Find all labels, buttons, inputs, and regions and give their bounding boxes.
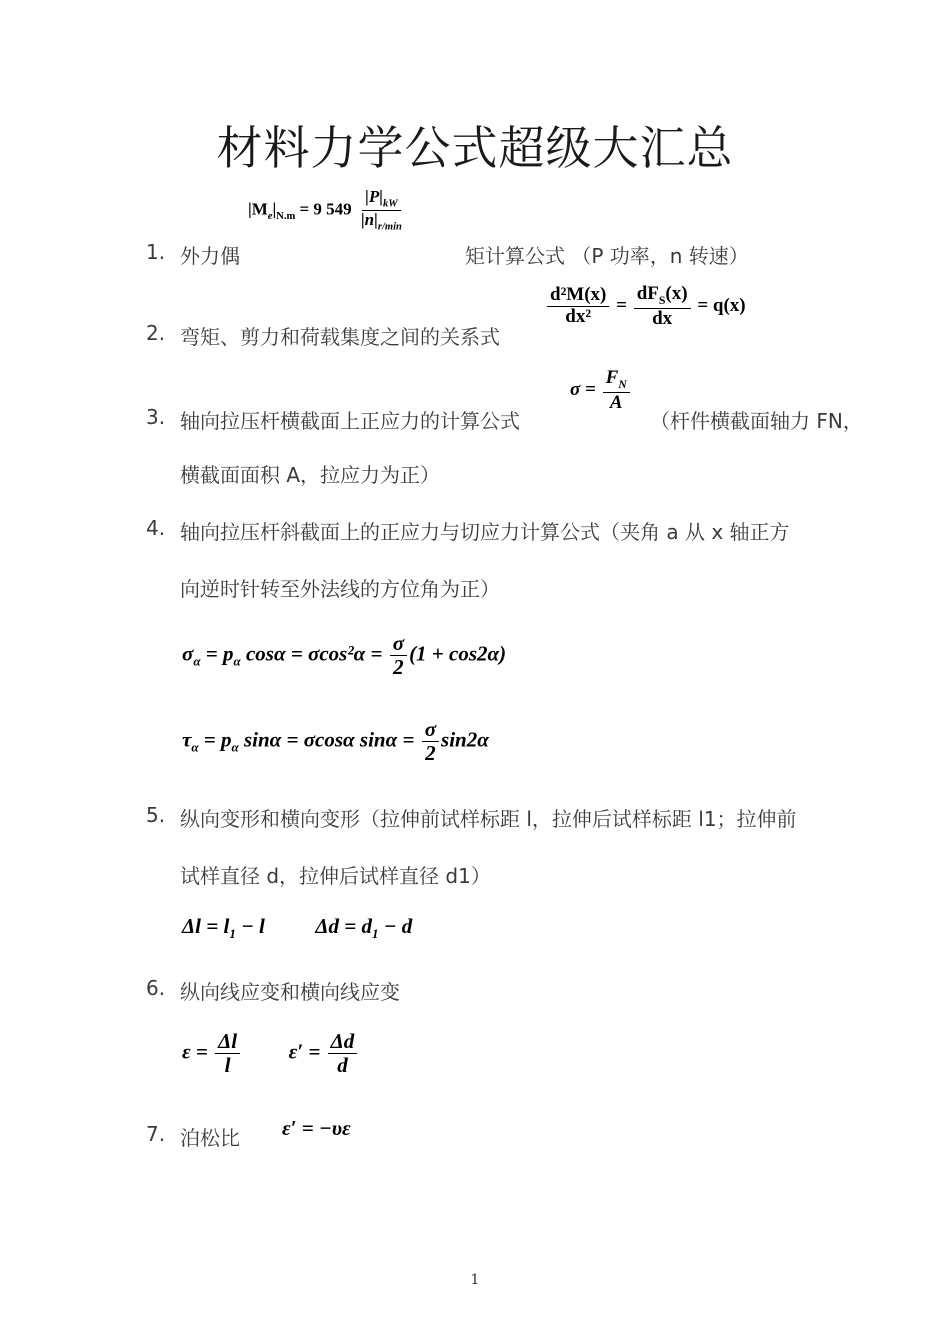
formula-bending: $\frac{\text{d²M(x)}}{\text{dx²}}$ = $\frac{dF_S(x)}{dx}$ = q(x) [545,284,746,330]
formula-part: σ [422,718,439,742]
formula-part: dx² [565,306,592,328]
item-text: 纵向线应变和横向线应变 [180,980,400,1004]
item-number: 5. [146,803,166,827]
formula-part: 1 [372,926,379,942]
formula-part: σ [182,641,194,666]
formula-part: |M [248,199,268,219]
formula-normal-stress [570,368,632,414]
formula-part: Δd [328,1030,358,1054]
formula-oblique-normal [182,632,506,679]
formula-part: |P| [365,187,384,206]
fraction [634,284,691,330]
formula-part: A [609,391,623,413]
formula-part: dx [652,307,673,329]
formula-poisson: ε′ = −υε [282,1116,351,1140]
page-title: 材料力学公式超级大汇总 [216,121,734,175]
item-text: 弯矩、剪力和荷载集度之间的关系式 [180,325,500,349]
fraction [390,632,407,679]
formula-part: d [337,1053,348,1078]
formula-part: − d [383,914,413,938]
item-text: 外力偶 [180,244,240,268]
formula-part: cosα = σcos²α = [245,641,383,666]
formula-oblique-shear [182,718,489,765]
formula-part: σ = [570,379,596,401]
formula-part: α [231,739,239,755]
item-text: 试样直径 d，拉伸后试样直径 d1） [180,864,491,888]
item-text: 轴向拉压杆横截面上正应力的计算公式 [180,409,520,433]
formula-part: (x) [665,283,688,304]
formula-part: S [658,293,666,307]
formula-part: ε = [182,1039,208,1064]
item-text: 矩计算公式 （P 功率，n 转速） [465,244,749,268]
fraction [328,1030,358,1077]
formula-strain [182,1030,359,1077]
formula-part: α [191,739,199,755]
item-text: 向逆时针转至外法线的方位角为正） [180,577,500,601]
formula-part: r/min [377,221,402,233]
formula-part: Δl [215,1030,240,1054]
item-number: 1. [146,240,166,264]
formula-part: l [224,1053,231,1078]
formula-part: F [605,367,619,388]
page-number: 1 [470,1272,480,1288]
formula-part: kW [383,198,398,210]
formula-part: α [233,653,241,669]
item-text: 纵向变形和横向变形（拉伸前试样标距 l，拉伸后试样标距 l1；拉伸前 [180,807,797,831]
formula-part: 2 [393,655,404,680]
item-number: 7. [146,1122,166,1146]
formula-deformation [182,914,412,942]
item-number: 6. [146,976,166,1000]
item-number: 2. [146,321,166,345]
formula-part: |n| [360,209,378,229]
formula-part: 1 [229,926,236,942]
formula-part: Δl = l [182,914,230,938]
item-text: 横截面面积 A，拉应力为正） [180,463,441,487]
fraction [358,188,405,233]
fraction [422,718,439,765]
fraction [215,1030,240,1077]
formula-part: (1 + cos2α) [409,641,507,666]
formula-part: N.m [276,210,296,222]
formula-part: N [618,377,627,391]
formula-part: τ [182,727,192,752]
formula-part: 2 [425,741,436,766]
formula-part: α [193,653,201,669]
formula-part: d²M(x) [547,285,609,307]
formula-part: = 9 549 [299,199,352,219]
item-text: 轴向拉压杆斜截面上的正应力与切应力计算公式（夹角 a 从 x 轴正方 [180,520,790,544]
item-text: （杆件横截面轴力 FN， [650,409,863,433]
formula-part: σ [390,632,407,656]
fraction [603,368,630,414]
formula-part: e [267,210,273,222]
item-number: 3. [146,405,166,429]
formula-part: ε′ = [288,1039,321,1064]
item-text: 泊松比 [180,1126,240,1150]
formula-part: dF [636,283,659,304]
formula-part: = p [203,727,232,752]
formula-part: = p [205,641,234,666]
formula-part: sinα = σcosα sinα = [243,727,415,752]
formula-part: − l [241,914,265,938]
formula-part: = q(x) [697,295,746,317]
formula-torque: $|M_e|_{N.m} = 9$ 549 $\frac{|P|_{kW}}{|n|_{r/min}}$ [248,188,407,233]
formula-part: Δd = d [315,914,373,938]
item-number: 4. [146,516,166,540]
fraction [547,285,609,328]
formula-part: sin2α [441,727,489,752]
